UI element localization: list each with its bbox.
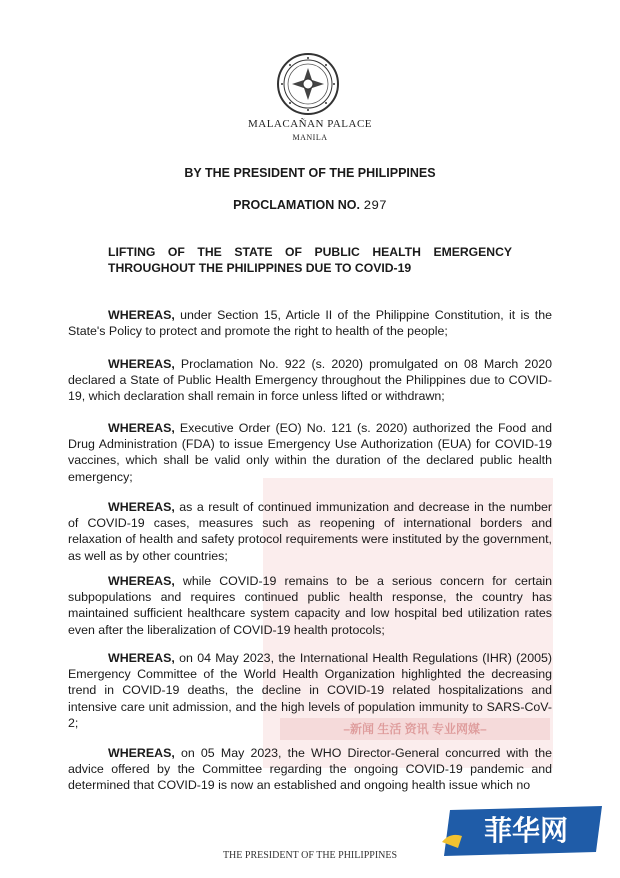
whereas-clause-1 xyxy=(68,307,552,339)
clause-lead: WHEREAS, xyxy=(108,746,175,760)
clause-lead: WHEREAS, xyxy=(108,357,175,371)
palace-city: MANILA xyxy=(292,133,328,142)
palace-name: MALACAÑAN PALACE xyxy=(247,118,373,130)
clause-text: on 04 May 2023, the International Health Regulations (IHR) (2005) Emergency Committee of the World Health Organization highlighted the decreasing trend in COVID-19 deaths, the decline in COVID-19 related hospitalizations and intensive care unit admission, and the high levels of population immunity to SARS-CoV-2; xyxy=(68,651,552,730)
proclamation-subject xyxy=(108,244,512,276)
proclamation-number: 297 xyxy=(363,198,387,213)
clause-lead: WHEREAS, xyxy=(108,574,175,588)
clause-text: under Section 15, Article II of the Philippine Constitution, it is the State's Policy to protect and promote the right to health of the people; xyxy=(68,308,552,339)
whereas-clause-2 xyxy=(68,356,552,405)
whereas-clause-7 xyxy=(68,745,552,794)
whereas-clause-6 xyxy=(68,650,552,731)
clause-text: on 05 May 2023, the WHO Director-General concurred with the advice offered by the Committee regarding the ongoing COVID-19 pandemic and determined that COVID-19 is now an established and ongoing health issue which no xyxy=(68,746,552,793)
clause-text: as a result of continued immunization and decrease in the number of COVID-19 cases, measures such as reopening of international borders and relaxation of health and safety protocol requirements were instituted by the government, as well as by other countries; xyxy=(68,500,552,563)
clause-text: while COVID-19 remains to be a serious concern for certain subpopulations and requires continued public health response, the country has maintained sufficient healthcare system capacity and low hospital bed utilization rates even after the liberalization of COVID-19 health protocols; xyxy=(68,574,552,637)
clause-lead: WHEREAS, xyxy=(108,500,175,514)
issuer-heading: BY THE PRESIDENT OF THE PHILIPPINES xyxy=(184,166,436,180)
proclamation-heading xyxy=(0,198,620,213)
proclamation-label: PROCLAMATION NO. xyxy=(233,198,360,212)
clause-lead: WHEREAS, xyxy=(108,651,175,665)
subject-line-1: LIFTING OF THE STATE OF PUBLIC HEALTH EMERGENCY xyxy=(108,245,512,259)
presidential-seal-icon xyxy=(276,52,340,116)
whereas-clause-4 xyxy=(68,499,552,564)
clause-lead: WHEREAS, xyxy=(108,421,175,435)
watermark-tagline: –新闻 生活 资讯 专业网媒– xyxy=(280,718,550,740)
whereas-clause-3 xyxy=(68,420,552,485)
clause-text: Proclamation No. 922 (s. 2020) promulgated on 08 March 2020 declared a State of Public Health Emergency throughout the Philippines due to COVID-19, which declaration shall remain in force unless lifted or withdrawn; xyxy=(68,357,552,404)
clause-text: Executive Order (EO) No. 121 (s. 2020) authorized the Food and Drug Administration (FDA) to issue Emergency Use Authorization (EUA) for COVID-19 vaccines, which shall be valid only within the duration of the declared public health emergency; xyxy=(68,421,552,484)
page-footer: THE PRESIDENT OF THE PHILIPPINES xyxy=(222,850,398,861)
badge-text: 菲华网 xyxy=(483,814,569,847)
clause-lead: WHEREAS, xyxy=(108,308,175,322)
whereas-clause-5 xyxy=(68,573,552,638)
subject-line-2: THROUGHOUT THE PHILIPPINES DUE TO COVID-19 xyxy=(108,261,412,275)
